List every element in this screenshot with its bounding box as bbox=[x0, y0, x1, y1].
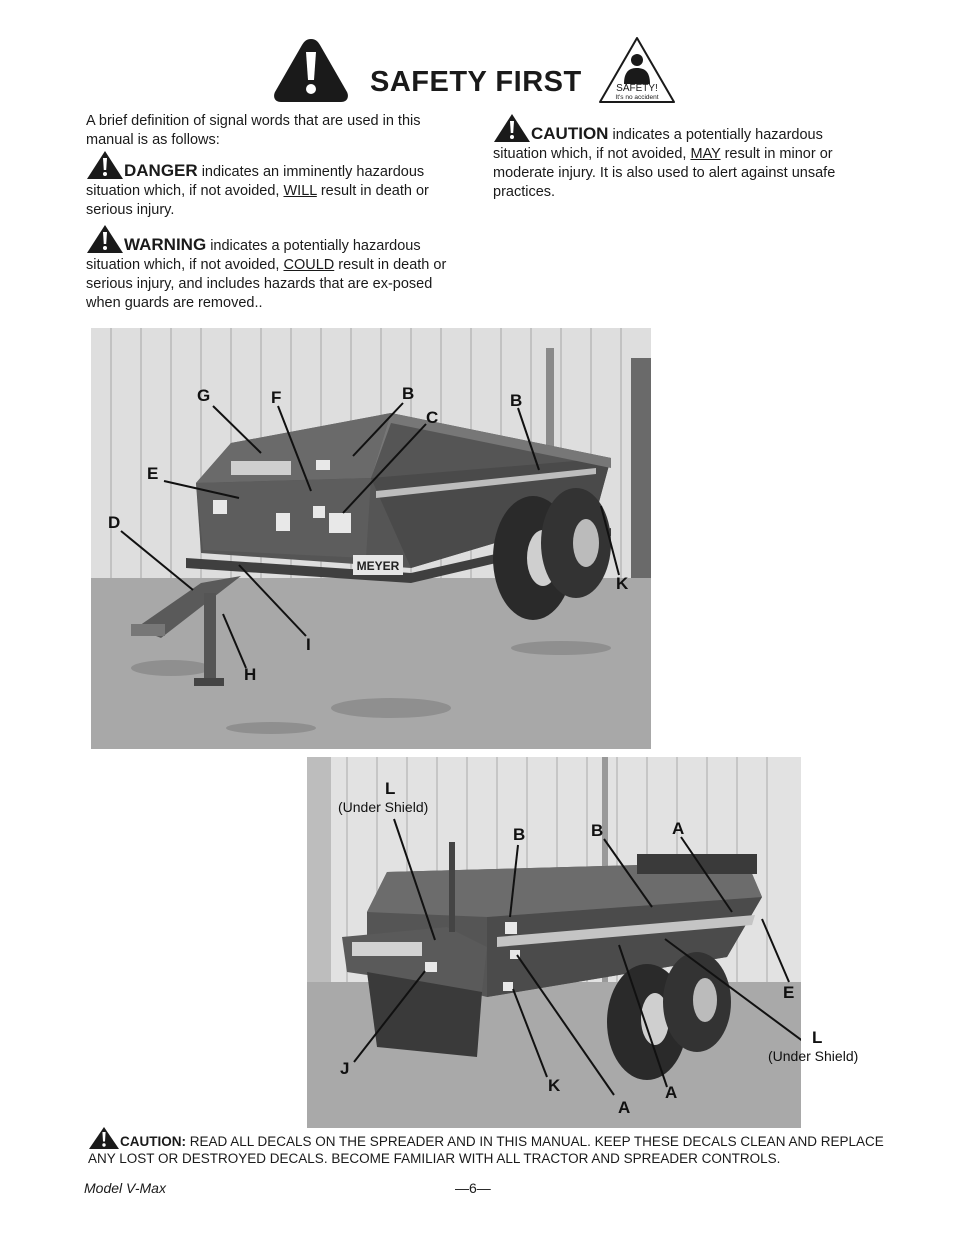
caution-triangle-icon bbox=[493, 113, 531, 143]
label-l-rear-2: L bbox=[812, 1028, 823, 1047]
danger-text: indicates an imminently hazardous situation which, if not avoided, bbox=[86, 164, 425, 199]
caution-paragraph bbox=[493, 113, 873, 202]
label-l-rear-1: L bbox=[385, 779, 396, 798]
label-k: K bbox=[616, 574, 629, 593]
label-j: J bbox=[340, 1059, 350, 1078]
spreader-photo-front bbox=[91, 328, 651, 749]
warning-triangle-icon bbox=[272, 36, 350, 104]
label-l-rear-1-note: (Under Shield) bbox=[338, 799, 429, 815]
label-k-rear: K bbox=[548, 1076, 561, 1095]
badge-main-text: SAFETY! bbox=[616, 83, 658, 94]
label-f: F bbox=[271, 388, 282, 407]
danger-triangle-icon bbox=[86, 150, 124, 180]
label-b-rear-1: B bbox=[513, 825, 526, 844]
warning-emphasis: COULD bbox=[283, 257, 335, 273]
caution-emphasis: MAY bbox=[690, 146, 721, 162]
label-a-rear-1: A bbox=[672, 819, 685, 838]
label-h: H bbox=[244, 665, 257, 684]
label-i: I bbox=[306, 635, 311, 654]
footer-caution-text: READ ALL DECALS ON THE SPREADER AND IN THIS MANUAL. KEEP THESE DECALS CLEAN AND REPLACE ANY LOST OR DESTROYED DECALS. BECOME FAMILIAR WITH ALL TRACTOR AND SPREADER CONTROLS. bbox=[88, 1134, 884, 1166]
footer-caution-triangle-icon bbox=[88, 1126, 120, 1150]
warning-paragraph bbox=[86, 224, 466, 313]
intro-paragraph: A brief definition of signal words that are used in this manual is as follows: bbox=[86, 113, 421, 148]
warning-word: WARNING bbox=[124, 235, 207, 254]
label-e-rear: E bbox=[783, 983, 795, 1002]
page-number: —6— bbox=[455, 1180, 491, 1196]
danger-text-end: result in death or serious injury. bbox=[86, 183, 429, 218]
caution-text-end: result in minor or moderate injury. It is also used to alert against unsafe practices. bbox=[493, 146, 836, 200]
page-title: SAFETY FIRST bbox=[370, 66, 582, 98]
front-leader-lines bbox=[91, 328, 651, 749]
label-g: G bbox=[197, 386, 211, 405]
safety-badge bbox=[598, 36, 676, 106]
meyer-brand-plate: MEYER bbox=[356, 559, 400, 573]
spreader-photo-rear bbox=[307, 757, 801, 1128]
label-a-rear-2: A bbox=[618, 1098, 631, 1117]
warning-text-end: result in death or serious injury, and includes hazards that are ex-posed when guards are removed.. bbox=[86, 257, 447, 311]
badge-sub-text: It's no accident bbox=[615, 94, 659, 101]
label-b-front-2: B bbox=[510, 391, 523, 410]
label-b-rear-2: B bbox=[591, 821, 604, 840]
danger-paragraph bbox=[86, 150, 466, 220]
danger-emphasis: WILL bbox=[283, 183, 317, 199]
label-a-rear-3: A bbox=[665, 1083, 678, 1102]
caution-word: CAUTION bbox=[531, 124, 609, 143]
caution-text: indicates a potentially hazardous situation which, if not avoided, bbox=[493, 127, 823, 162]
danger-word: DANGER bbox=[124, 161, 198, 180]
warning-small-triangle-icon bbox=[86, 224, 124, 254]
label-c: C bbox=[426, 408, 439, 427]
label-b-front-1: B bbox=[402, 384, 415, 403]
label-l-rear-2-note: (Under Shield) bbox=[768, 1048, 859, 1064]
footer-caution bbox=[88, 1126, 908, 1167]
label-d: D bbox=[108, 513, 121, 532]
footer-caution-word: CAUTION: bbox=[120, 1134, 186, 1149]
model-name: Model V-Max bbox=[84, 1180, 166, 1196]
warning-text: indicates a potentially hazardous situation which, if not avoided, bbox=[86, 238, 421, 273]
label-e: E bbox=[147, 464, 159, 483]
